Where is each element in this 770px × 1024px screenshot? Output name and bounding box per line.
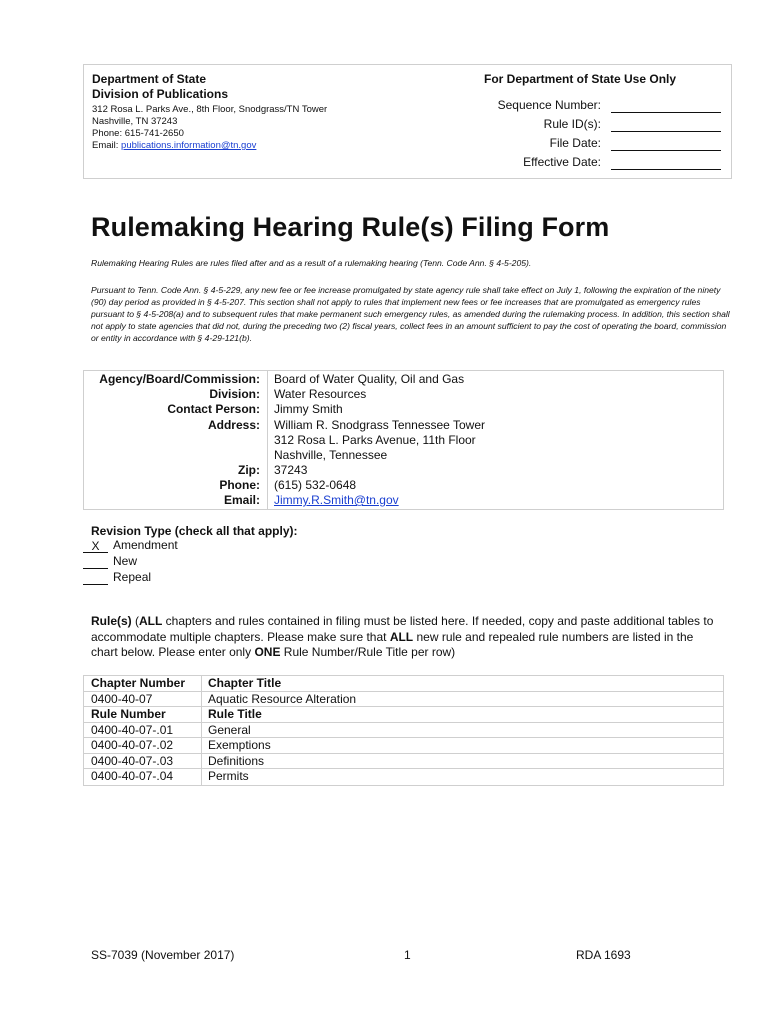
phone-label: Phone:: [219, 478, 260, 492]
email-label: Email:: [223, 493, 260, 507]
division-name: Division of Publications: [92, 87, 229, 101]
address-label: Address:: [207, 418, 260, 432]
page-title: Rulemaking Hearing Rule(s) Filing Form: [91, 212, 610, 242]
revision-checkbox-repeal[interactable]: [83, 571, 108, 585]
revision-option-new[interactable]: [83, 554, 137, 569]
department-address-line2: Nashville, TN 37243: [92, 116, 178, 127]
intro-paragraph-1: Rulemaking Hearing Rules are rules filed after and as a result of a rulemaking hearing (Tenn. Code Ann. § 4-5-205).: [91, 258, 532, 268]
revision-label-new: New: [113, 554, 138, 568]
sequence-number-line: [611, 112, 721, 113]
zip-value[interactable]: 37243: [274, 463, 308, 477]
revision-option-repeal[interactable]: [83, 570, 151, 585]
rule-number-header: Rule Number: [91, 707, 166, 721]
agency-info-table: [83, 370, 724, 510]
department-email-link[interactable]: publications.information@tn.gov: [121, 140, 257, 151]
revision-checkbox-new[interactable]: [83, 555, 108, 569]
rule-ids-line: [611, 131, 721, 132]
rule-header-row: [84, 707, 723, 723]
chapter-title-header: Chapter Title: [208, 676, 282, 690]
rules-emphasis-all: ALL: [389, 629, 414, 644]
effective-date-field[interactable]: [384, 155, 721, 173]
sequence-number-field[interactable]: [384, 98, 721, 116]
email-link[interactable]: Jimmy.R.Smith@tn.gov: [274, 493, 399, 507]
table-row: [84, 754, 723, 770]
sequence-number-label: Sequence Number:: [497, 98, 601, 112]
agency-value[interactable]: Board of Water Quality, Oil and Gas: [274, 372, 465, 386]
rules-instructions: [91, 614, 721, 661]
table-row: [84, 738, 723, 754]
rules-text-part: Rule Number/Rule Title per row): [280, 645, 456, 659]
intro-paragraph-2: Pursuant to Tenn. Code Ann. § 4-5-229, any new fee or fee increase promulgated by state agency rule shall take effect on July 1, following the expiration of the ninety (90) day period as provided in § 4-5-207. This section shall not apply to rules that implement new fees or fee increases that are promulgated as emergency rules pursuant to § 4-5-208(a) and to subsequent rules that make permanent such emergency rules, as amended during the rulemaking process. In addition, this section shall not apply to state agencies that did not, during the preceding two (2) fiscal years, collect fees in an amount sufficient to pay the cost of operating the board, commission or entity in accordance with § 4-29-121(b).: [91, 285, 730, 343]
department-contact-block: [92, 72, 327, 152]
address-line-2[interactable]: 312 Rosa L. Parks Avenue, 11th Floor: [274, 433, 476, 447]
rule-number-cell[interactable]: 0400-40-07-.02: [91, 738, 174, 752]
department-email-label: Email:: [92, 140, 122, 151]
rule-title-cell[interactable]: Exemptions: [208, 738, 271, 752]
chapter-number-header: Chapter Number: [91, 676, 186, 690]
address-line-3[interactable]: Nashville, Tennessee: [274, 448, 388, 462]
rules-text-part: (: [131, 614, 140, 628]
footer-form-id: SS-7039 (November 2017): [91, 948, 235, 962]
rule-title-cell[interactable]: Definitions: [208, 753, 265, 768]
rule-ids-label: Rule ID(s):: [543, 117, 601, 131]
division-value[interactable]: Water Resources: [274, 387, 367, 401]
rule-number-cell[interactable]: 0400-40-07-.01: [91, 722, 174, 737]
state-use-only-title: For Department of State Use Only: [484, 72, 677, 86]
rules-text-part: new rule and repealed rule numbers are listed in the chart below. Please enter only: [91, 629, 694, 659]
rules-emphasis-one: ONE: [254, 645, 281, 659]
zip-label: Zip:: [238, 463, 260, 477]
rule-title-header: Rule Title: [208, 707, 262, 721]
agency-table-divider: [267, 371, 268, 509]
rules-table: [83, 675, 724, 786]
chapter-title-cell[interactable]: Aquatic Resource Alteration: [208, 691, 357, 706]
department-email: [92, 140, 327, 152]
division-label: Division:: [209, 387, 260, 401]
department-phone: Phone: 615-741-2650: [92, 128, 184, 139]
effective-date-line: [611, 169, 721, 170]
department-address-line1: 312 Rosa L. Parks Ave., 8th Floor, Snodgrass/TN Tower: [92, 104, 328, 115]
department-name: Department of State: [92, 72, 207, 86]
revision-label-amendment: Amendment: [113, 538, 178, 552]
contact-person-value[interactable]: Jimmy Smith: [274, 402, 343, 416]
file-date-label: File Date:: [549, 136, 601, 150]
effective-date-label: Effective Date:: [523, 155, 601, 169]
chapter-number-cell[interactable]: 0400-40-07: [91, 691, 153, 706]
rule-ids-field[interactable]: [384, 117, 721, 135]
file-date-field[interactable]: [384, 136, 721, 154]
revision-checkbox-amendment[interactable]: X: [83, 539, 108, 553]
rule-title-cell[interactable]: Permits: [208, 769, 249, 783]
file-date-line: [611, 150, 721, 151]
agency-label: Agency/Board/Commission:: [99, 372, 260, 386]
rules-heading: Rule(s): [91, 614, 132, 628]
rule-title-cell[interactable]: General: [208, 722, 251, 737]
rules-text-part: chapters and rules contained in filing must be listed here. If needed, copy and paste additional tables to accommodate multiple chapters. Please make sure that: [91, 614, 714, 644]
phone-value[interactable]: (615) 532-0648: [274, 478, 357, 492]
footer-page-number: 1: [404, 948, 411, 962]
revision-option-amendment[interactable]: [83, 538, 178, 553]
address-line-1[interactable]: William R. Snodgrass Tennessee Tower: [274, 418, 485, 432]
rule-number-cell[interactable]: 0400-40-07-.04: [91, 769, 174, 783]
table-row: [84, 723, 723, 739]
rules-emphasis-all: ALL: [139, 614, 163, 628]
footer-rda: RDA 1693: [576, 948, 631, 962]
revision-type-title: Revision Type (check all that apply):: [91, 524, 298, 538]
department-header-box: [83, 64, 732, 179]
contact-person-label: Contact Person:: [167, 402, 260, 416]
table-row: [84, 769, 723, 785]
revision-label-repeal: Repeal: [113, 570, 152, 584]
rule-number-cell[interactable]: 0400-40-07-.03: [91, 753, 174, 768]
chapter-row: [84, 692, 723, 708]
chapter-header-row: [84, 676, 723, 692]
